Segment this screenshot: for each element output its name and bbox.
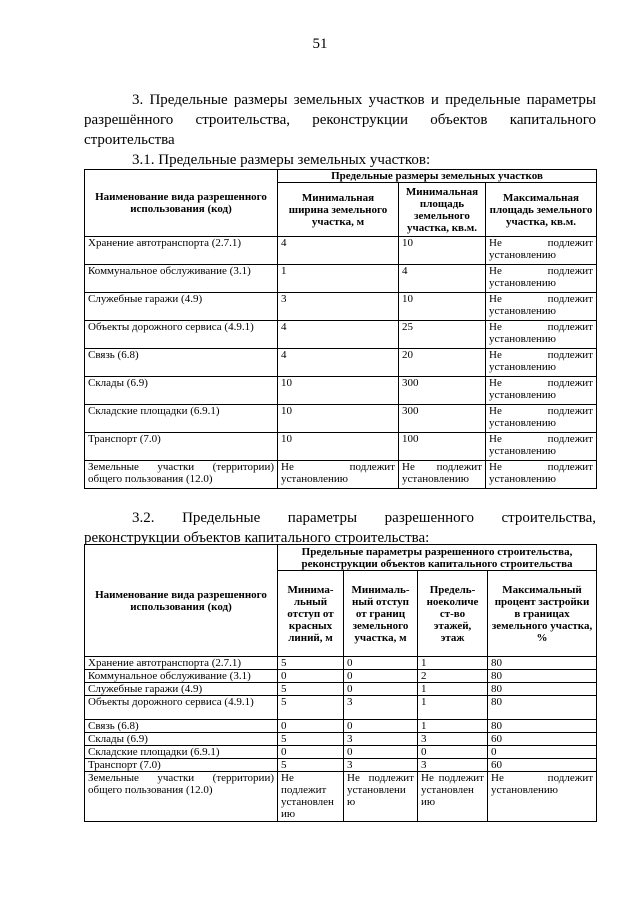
page-number: 51 <box>312 36 328 52</box>
value-cell: Не подлежит установлен ию <box>418 772 488 822</box>
value-cell: 0 <box>344 670 418 683</box>
value-cell: 3 <box>344 696 418 720</box>
use-type-cell: Связь (6.8) <box>85 349 278 377</box>
table-row <box>85 265 597 293</box>
value-cell: 60 <box>488 733 597 746</box>
value-cell: 25 <box>399 321 486 349</box>
value-cell: 1 <box>278 265 399 293</box>
section-heading <box>84 90 596 150</box>
value-cell: 1 <box>418 720 488 733</box>
value-cell: 60 <box>488 759 597 772</box>
table-row <box>85 772 597 822</box>
value-cell: 10 <box>278 433 399 461</box>
group-header: Предельные параметры разрешенного строительства, реконструкции объектов капитального строительства <box>278 545 597 571</box>
value-cell: 0 <box>278 670 344 683</box>
value-cell: 100 <box>399 433 486 461</box>
value-cell: 3 <box>418 759 488 772</box>
value-cell: 4 <box>278 349 399 377</box>
land-plot-sizes-table <box>84 169 597 489</box>
header-max-coverage: Максимальный процент застройки в границах земельного участка, % <box>488 571 597 657</box>
value-cell: 5 <box>278 657 344 670</box>
table-row <box>85 670 597 683</box>
value-cell: Не подлежит установлению <box>278 461 399 489</box>
value-cell: 0 <box>344 720 418 733</box>
table-row <box>85 405 597 433</box>
value-cell: 300 <box>399 377 486 405</box>
header-boundary-setback: Минималь-ный отступ от границ земельного участка, м <box>344 571 418 657</box>
value-cell: 0 <box>278 720 344 733</box>
table-row <box>85 696 597 720</box>
value-cell: 300 <box>399 405 486 433</box>
header-min-width: Минимальная ширина земельного участка, м <box>278 183 399 237</box>
value-cell: 3 <box>418 733 488 746</box>
use-type-cell: Коммунальное обслуживание (3.1) <box>85 670 278 683</box>
table-row <box>85 746 597 759</box>
use-type-cell: Служебные гаражи (4.9) <box>85 683 278 696</box>
value-cell: 0 <box>488 746 597 759</box>
value-cell: Не подлежит установлению <box>399 461 486 489</box>
use-type-cell: Земельные участки (территории) общего пользования (12.0) <box>85 772 278 822</box>
value-cell: 80 <box>488 696 597 720</box>
value-cell: 20 <box>399 349 486 377</box>
table-row <box>85 657 597 670</box>
use-type-cell: Транспорт (7.0) <box>85 433 278 461</box>
value-cell: Не подлежит установлению <box>486 265 597 293</box>
use-type-cell: Хранение автотранспорта (2.7.1) <box>85 657 278 670</box>
table2-subheading <box>84 508 596 548</box>
value-cell: 80 <box>488 720 597 733</box>
value-cell: Не подлежит установлению <box>488 772 597 822</box>
value-cell: 4 <box>399 265 486 293</box>
value-cell: 80 <box>488 683 597 696</box>
value-cell: 3 <box>344 733 418 746</box>
value-cell: 80 <box>488 657 597 670</box>
value-cell: 5 <box>278 733 344 746</box>
value-cell: 10 <box>399 293 486 321</box>
table-row <box>85 349 597 377</box>
header-max-area: Максимальная площадь земельного участка, кв.м. <box>486 183 597 237</box>
use-type-cell: Транспорт (7.0) <box>85 759 278 772</box>
table-row <box>85 293 597 321</box>
use-type-cell: Связь (6.8) <box>85 720 278 733</box>
header-use-type: Наименование вида разрешенного использования (код) <box>85 170 278 237</box>
table-row <box>85 759 597 772</box>
value-cell: 4 <box>278 321 399 349</box>
use-type-cell: Объекты дорожного сервиса (4.9.1) <box>85 321 278 349</box>
value-cell: 1 <box>418 696 488 720</box>
building-parameters-table <box>84 544 597 822</box>
table-row <box>85 237 597 265</box>
value-cell: Не подлежит установлению <box>486 293 597 321</box>
table2-subheading-line2: реконструкции объектов капитального строительства: <box>84 530 430 546</box>
table-row <box>85 733 597 746</box>
value-cell: Не подлежит установлению <box>486 349 597 377</box>
value-cell: 10 <box>399 237 486 265</box>
section-heading-line3: строительства <box>84 132 175 148</box>
use-type-cell: Земельные участки (территории) общего пользования (12.0) <box>85 461 278 489</box>
value-cell: Не подлежит установлению <box>486 237 597 265</box>
use-type-cell: Склады (6.9) <box>85 733 278 746</box>
value-cell: Не подлежит установлению <box>486 321 597 349</box>
table-row <box>85 683 597 696</box>
table-row <box>85 720 597 733</box>
use-type-cell: Склады (6.9) <box>85 377 278 405</box>
value-cell: Не подлежит установлению <box>486 433 597 461</box>
value-cell: 0 <box>344 683 418 696</box>
table-row <box>85 461 597 489</box>
use-type-cell: Объекты дорожного сервиса (4.9.1) <box>85 696 278 720</box>
header-min-area: Минимальная площадь земельного участка, кв.м. <box>399 183 486 237</box>
value-cell: 3 <box>344 759 418 772</box>
value-cell: 0 <box>344 746 418 759</box>
group-header: Предельные размеры земельных участков <box>278 170 597 183</box>
value-cell: Не подлежит установлен ию <box>278 772 344 822</box>
value-cell: 3 <box>278 293 399 321</box>
table-row <box>85 321 597 349</box>
value-cell: 2 <box>418 670 488 683</box>
use-type-cell: Хранение автотранспорта (2.7.1) <box>85 237 278 265</box>
value-cell: 10 <box>278 377 399 405</box>
table-row <box>85 377 597 405</box>
value-cell: 80 <box>488 670 597 683</box>
use-type-cell: Складские площадки (6.9.1) <box>85 405 278 433</box>
value-cell: Не подлежит установлению <box>486 405 597 433</box>
value-cell: 1 <box>418 657 488 670</box>
value-cell: Не подлежит установлению <box>486 461 597 489</box>
value-cell: 0 <box>344 657 418 670</box>
header-floors: Предель-ноеколиче ст-во этажей, этаж <box>418 571 488 657</box>
value-cell: 5 <box>278 759 344 772</box>
value-cell: Не подлежит установлени ю <box>344 772 418 822</box>
value-cell: Не подлежит установлению <box>486 377 597 405</box>
section-heading-line2: разрешённого строительства, реконструкции объектов капитального <box>84 112 596 128</box>
use-type-cell: Служебные гаражи (4.9) <box>85 293 278 321</box>
header-use-type: Наименование вида разрешенного использования (код) <box>85 545 278 657</box>
value-cell: 4 <box>278 237 399 265</box>
header-red-line-setback: Минима-льный отступ от красных линий, м <box>278 571 344 657</box>
value-cell: 0 <box>278 746 344 759</box>
table2-subheading-line1: 3.2. Предельные параметры разрешенного строительства, <box>132 510 596 526</box>
table1-subheading: 3.1. Предельные размеры земельных участков: <box>132 152 431 168</box>
value-cell: 0 <box>418 746 488 759</box>
use-type-cell: Складские площадки (6.9.1) <box>85 746 278 759</box>
table-row <box>85 433 597 461</box>
value-cell: 1 <box>418 683 488 696</box>
section-heading-line1: 3. Предельные размеры земельных участков и предельные параметры <box>132 92 596 108</box>
use-type-cell: Коммунальное обслуживание (3.1) <box>85 265 278 293</box>
value-cell: 10 <box>278 405 399 433</box>
value-cell: 5 <box>278 696 344 720</box>
value-cell: 5 <box>278 683 344 696</box>
